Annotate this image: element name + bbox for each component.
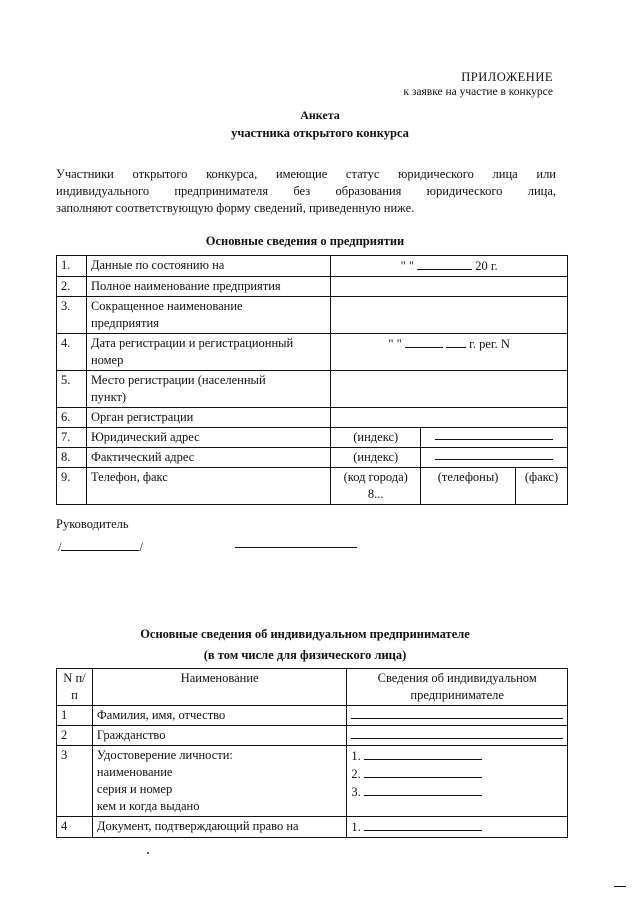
row-label: Место регистрации (населенный пункт) xyxy=(86,371,330,408)
mark: 2. xyxy=(351,767,361,781)
year-blank[interactable] xyxy=(446,335,466,348)
table-row xyxy=(57,817,568,838)
table-row xyxy=(57,334,568,371)
postal-index-label: (индекс) xyxy=(331,428,421,448)
row-label: Юридический адрес xyxy=(86,428,330,448)
row-number: 2 xyxy=(57,726,93,746)
value-cell[interactable] xyxy=(331,371,568,408)
intro-line: Участники открытого конкурса, имеющие статус юридического лица или xyxy=(56,167,556,181)
row-label: Телефон, факс xyxy=(86,468,330,505)
slash-close: / xyxy=(139,540,143,554)
row-label-main: Удостоверение личности: xyxy=(96,748,233,762)
row-number: 8. xyxy=(57,448,87,468)
table-row xyxy=(57,428,568,448)
row-label xyxy=(92,746,346,817)
row-label: Документ, подтверждающий право на xyxy=(92,817,346,838)
value-cell[interactable] xyxy=(347,817,568,838)
table-header-row xyxy=(57,669,568,706)
slash-open: / xyxy=(58,540,62,554)
table-row xyxy=(57,408,568,428)
value-cell[interactable] xyxy=(347,746,568,817)
section1-title: Основные сведения о предприятии xyxy=(205,234,405,248)
row-sublabel: серия и номер xyxy=(96,782,173,796)
value-cell[interactable] xyxy=(331,297,568,334)
intro-line: индивидуального предпринимателя без образования юридического лица, xyxy=(56,184,556,198)
postal-index-label: (индекс) xyxy=(331,448,421,468)
table-row xyxy=(57,746,568,817)
entrepreneur-info-table xyxy=(56,668,568,838)
row-number: 1. xyxy=(57,256,87,277)
stray-mark xyxy=(147,852,149,854)
fax-label[interactable]: (факс) xyxy=(516,468,568,505)
form-subtitle: участника открытого конкурса xyxy=(231,126,409,140)
table-row xyxy=(57,468,568,505)
year-text: 20 г. xyxy=(475,259,498,273)
row-number: 9. xyxy=(57,468,87,505)
edge-mark xyxy=(614,886,626,887)
intro-paragraph xyxy=(56,166,556,217)
enterprise-info-table xyxy=(56,255,568,505)
phone-code-label: (код города) xyxy=(343,470,408,484)
row-number: 5. xyxy=(57,371,87,408)
section2-subtitle: (в том числе для физического лица) xyxy=(203,648,407,662)
value-cell[interactable] xyxy=(331,408,568,428)
row-number: 4. xyxy=(57,334,87,371)
table-row xyxy=(57,256,568,277)
col-header-info: Сведения об индивидуальном предпринимателе xyxy=(347,669,568,706)
month-blank[interactable] xyxy=(405,335,443,348)
mark: 3. xyxy=(351,785,361,799)
table-row xyxy=(57,277,568,297)
value-cell[interactable] xyxy=(331,277,568,297)
table-row xyxy=(57,706,568,726)
director-name-blank[interactable] xyxy=(61,538,139,551)
phone-code-value: 8... xyxy=(367,487,384,501)
numbered-blank[interactable] xyxy=(351,765,563,783)
table-row xyxy=(57,726,568,746)
director-label: Руководитель xyxy=(56,517,129,531)
row-sublabel: кем и когда выдано xyxy=(96,799,200,813)
row-number: 4 xyxy=(57,817,93,838)
address-value[interactable] xyxy=(421,428,568,448)
date-quotes: " " xyxy=(400,259,414,273)
row-number: 3 xyxy=(57,746,93,817)
table-row xyxy=(57,448,568,468)
signature-blank[interactable] xyxy=(235,547,357,548)
numbered-blank[interactable] xyxy=(351,818,563,836)
row-label: Гражданство xyxy=(92,726,346,746)
appendix-subtitle: к заявке на участие в конкурсе xyxy=(403,86,553,98)
month-blank[interactable] xyxy=(417,257,472,270)
row-label: Фамилия, имя, отчество xyxy=(92,706,346,726)
numbered-blank[interactable] xyxy=(351,747,563,765)
reg-number-label: г. рег. N xyxy=(469,337,510,351)
intro-line: заполняют соответствующую форму сведений, приведенную ниже. xyxy=(56,201,415,215)
col-header-name: Наименование xyxy=(92,669,346,706)
row-number: 2. xyxy=(57,277,87,297)
row-label: Сокращенное наименование предприятия xyxy=(86,297,330,334)
phone-code-cell[interactable] xyxy=(331,468,421,505)
mark: 1. xyxy=(351,820,361,834)
row-label: Фактический адрес xyxy=(86,448,330,468)
director-signature-line[interactable] xyxy=(58,538,143,555)
mark: 1. xyxy=(351,749,361,763)
row-number: 6. xyxy=(57,408,87,428)
row-sublabel: наименование xyxy=(96,765,173,779)
address-value[interactable] xyxy=(421,448,568,468)
row-number: 7. xyxy=(57,428,87,448)
table-row xyxy=(57,371,568,408)
row-label: Дата регистрации и регистрационный номер xyxy=(86,334,330,371)
col-header-number: N п/п xyxy=(57,669,93,706)
appendix-title: ПРИЛОЖЕНИЕ xyxy=(461,70,553,84)
row-number: 1 xyxy=(57,706,93,726)
numbered-blank[interactable] xyxy=(351,783,563,801)
phones-label[interactable]: (телефоны) xyxy=(421,468,516,505)
row-number: 3. xyxy=(57,297,87,334)
row-label: Орган регистрации xyxy=(86,408,330,428)
date-field[interactable] xyxy=(331,256,568,277)
value-cell[interactable] xyxy=(347,726,568,746)
row-label: Данные по состоянию на xyxy=(86,256,330,277)
value-cell[interactable] xyxy=(347,706,568,726)
date-quotes: " " xyxy=(388,337,402,351)
row-label: Полное наименование предприятия xyxy=(86,277,330,297)
registration-field[interactable] xyxy=(331,334,568,371)
form-title: Анкета xyxy=(300,108,340,122)
table-row xyxy=(57,297,568,334)
section2-title: Основные сведения об индивидуальном предпринимателе xyxy=(140,627,470,641)
